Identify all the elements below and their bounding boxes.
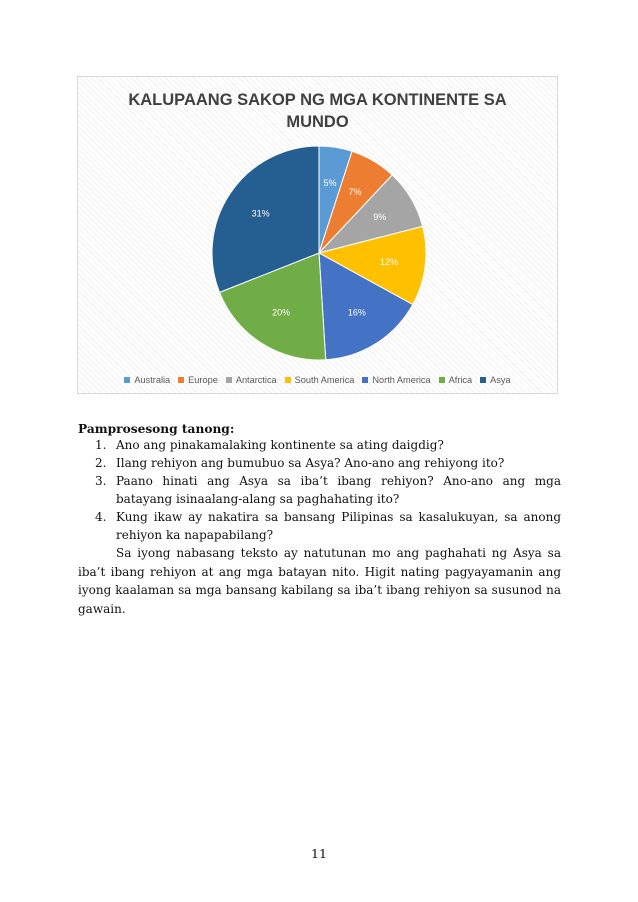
question-item (95, 454, 561, 472)
legend-label: North America (372, 375, 431, 385)
legend-label: South America (294, 375, 355, 385)
legend-label: Asya (490, 375, 511, 385)
legend-swatch (226, 377, 232, 383)
legend-item-asya (480, 375, 510, 385)
data-label-asya: 31% (251, 208, 270, 219)
legend-label: Australia (134, 375, 171, 385)
question-item (95, 436, 561, 454)
legend-swatch (439, 377, 445, 383)
legend-label: Europe (188, 375, 218, 385)
body-paragraph: Sa iyong nabasang teksto ay natutunan mo ang paghahati ng Asya sa iba’t ibang rehiyon at ang mga batayan nito. Higit nating pagyayamanin ang iyong kaalaman sa mga bansang kabilang sa iba’t ibang rehiyon sa susunod na gawain. (78, 546, 561, 616)
question-number: 2. (95, 456, 107, 470)
legend-swatch (178, 377, 184, 383)
chart-title-line: MUNDO (286, 113, 349, 131)
page-number: 11 (311, 846, 327, 861)
data-label-north-america: 16% (347, 307, 366, 318)
legend-label: Africa (448, 375, 473, 385)
legend-swatch (480, 377, 486, 383)
data-label-antarctica: 9% (373, 212, 387, 223)
legend-item-europe (178, 375, 218, 385)
legend-swatch (124, 377, 130, 383)
questions-heading: Pamprosesong tanong: (78, 422, 235, 436)
data-label-europe: 7% (348, 187, 362, 198)
questions-list (95, 436, 561, 544)
legend-item-africa (439, 375, 473, 385)
legend-label: Antarctica (235, 375, 277, 385)
legend-swatch (362, 377, 368, 383)
legend-swatch (285, 377, 291, 383)
pie-svg (78, 77, 557, 393)
legend-item-australia (124, 375, 170, 385)
question-text: Ano ang pinakamalaking kontinente sa ating daigdig? (116, 438, 444, 452)
chart-legend (78, 375, 557, 385)
question-number: 3. (95, 474, 107, 488)
data-label-australia: 5% (323, 178, 337, 189)
legend-item-south-america (285, 375, 355, 385)
question-text: Paano hinati ang Asya sa iba’t ibang rehiyon? Ano-ano ang mga batayang isinaalang-alang sa paghahating ito? (116, 474, 561, 506)
data-label-africa: 20% (272, 307, 291, 318)
pie-chart (77, 76, 558, 394)
legend-item-north-america (362, 375, 430, 385)
question-number: 1. (95, 438, 107, 452)
legend-item-antarctica (226, 375, 277, 385)
question-text: Ilang rehiyon ang bumubuo sa Asya? Ano-ano ang rehiyong ito? (116, 456, 505, 470)
question-text: Kung ikaw ay nakatira sa bansang Pilipinas sa kasalukuyan, sa anong rehiyon ka napapabilang? (116, 510, 561, 542)
question-item (95, 472, 561, 508)
question-number: 4. (95, 510, 107, 524)
data-label-south-america: 12% (380, 256, 399, 267)
chart-title-line: KALUPAANG SAKOP NG MGA KONTINENTE SA (128, 91, 507, 109)
question-item (95, 508, 561, 544)
